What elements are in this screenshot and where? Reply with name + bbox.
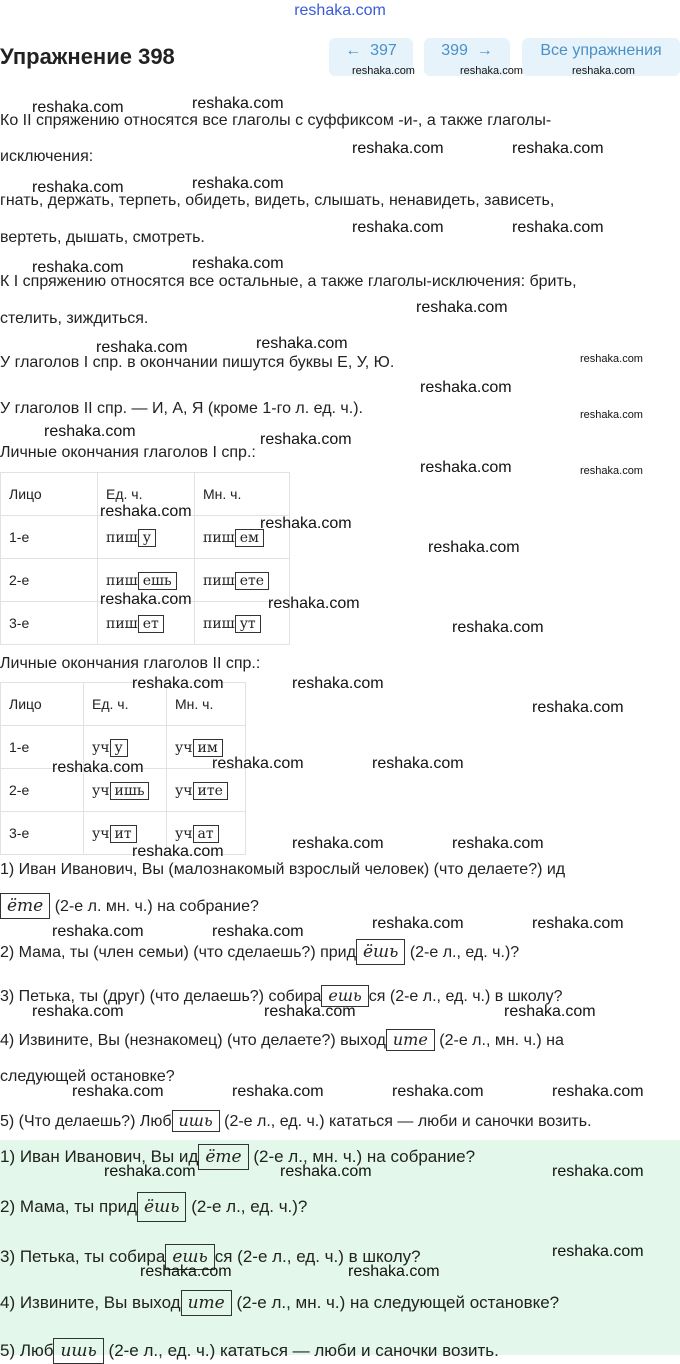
table-row: 2-е пиш ешь пиш ете xyxy=(1,559,290,602)
watermark: reshaka.com xyxy=(532,699,624,716)
table-header: Мн. ч. xyxy=(195,473,290,516)
watermark: reshaka.com xyxy=(132,675,224,692)
answer-box: ёте xyxy=(198,1144,248,1170)
watermark: reshaka.com xyxy=(100,591,192,608)
watermark: reshaka.com xyxy=(260,515,352,532)
rule-text: У глаголов II спр. — И, А, Я (кроме 1-го л. ед. ч.). xyxy=(0,400,363,417)
watermark: reshaka.com xyxy=(352,65,415,77)
watermark: reshaka.com xyxy=(260,431,352,448)
watermark: reshaka.com xyxy=(352,140,444,157)
answer-box: ешь xyxy=(321,985,368,1007)
answer-box: ешь xyxy=(165,1244,214,1270)
table-row: 1-е пиш у пиш ем xyxy=(1,516,290,559)
watermark: reshaka.com xyxy=(32,99,124,116)
watermark: reshaka.com xyxy=(532,915,624,932)
answer-box: ёшь xyxy=(137,1192,186,1222)
watermark: reshaka.com xyxy=(104,1163,196,1180)
watermark: reshaka.com xyxy=(348,1263,440,1280)
table-header: Лицо xyxy=(1,473,98,516)
table-row: 3-е пиш ет пиш ут xyxy=(1,602,290,645)
watermark: reshaka.com xyxy=(52,923,144,940)
watermark: reshaka.com xyxy=(96,339,188,356)
ending-box: у xyxy=(138,529,156,547)
answer-box: ишь xyxy=(172,1110,220,1132)
watermark: reshaka.com xyxy=(552,1163,644,1180)
table-header: Лицо xyxy=(1,683,84,726)
table-header: Мн. ч. xyxy=(167,683,246,726)
watermark: reshaka.com xyxy=(192,175,284,192)
answer-box: ёшь xyxy=(356,939,405,965)
watermark: reshaka.com xyxy=(44,423,136,440)
watermark: reshaka.com xyxy=(512,140,604,157)
answer-line: 2) Мама, ты прид ёшь (2-е л., ед. ч.)? xyxy=(0,1192,307,1222)
task-line: 5) (Что делаешь?) Люб ишь (2-е л., ед. ч.) кататься — люби и саночки возить. xyxy=(0,1111,592,1130)
arrow-left-icon: ← xyxy=(345,42,371,59)
rule-text: стелить, зиждиться. xyxy=(0,310,149,327)
site-header-link[interactable]: reshaka.com xyxy=(294,2,386,19)
watermark: reshaka.com xyxy=(100,503,192,520)
next-exercise-button[interactable]: 399 → xyxy=(424,38,510,76)
prev-exercise-button[interactable]: ← 397 xyxy=(329,38,413,76)
watermark: reshaka.com xyxy=(292,675,384,692)
page-title: Упражнение 398 xyxy=(0,44,175,69)
watermark: reshaka.com xyxy=(292,835,384,852)
ending-box: ите xyxy=(193,782,228,800)
all-exercises-button[interactable]: Все упражнения xyxy=(522,38,680,76)
table-header: Ед. ч. xyxy=(98,473,195,516)
answer-box: ишь xyxy=(53,1338,103,1364)
table-header: Ед. ч. xyxy=(84,683,167,726)
rule-text: вертеть, дышать, смотреть. xyxy=(0,229,205,246)
watermark: reshaka.com xyxy=(420,459,512,476)
rule-text: исключения: xyxy=(0,148,94,165)
watermark: reshaka.com xyxy=(580,409,643,421)
watermark: reshaka.com xyxy=(52,759,144,776)
watermark: reshaka.com xyxy=(212,755,304,772)
watermark: reshaka.com xyxy=(460,65,523,77)
watermark: reshaka.com xyxy=(392,1083,484,1100)
answer-line: 4) Извините, Вы выход ите (2-е л., мн. ч.) на следующей остановке? xyxy=(0,1290,559,1316)
watermark: reshaka.com xyxy=(580,465,643,477)
table-row: 1-е уч у уч им xyxy=(1,726,246,769)
watermark: reshaka.com xyxy=(192,255,284,272)
watermark: reshaka.com xyxy=(572,65,635,77)
ending-box: ешь xyxy=(138,572,177,590)
table-caption: Личные окончания глаголов I спр.: xyxy=(0,444,256,461)
watermark: reshaka.com xyxy=(452,619,544,636)
watermark: reshaka.com xyxy=(428,539,520,556)
watermark: reshaka.com xyxy=(372,755,464,772)
rule-text: Ко II спряжению относятся все глаголы с суффиксом -и-, а также глаголы- xyxy=(0,112,552,129)
rule-text: К I спряжению относятся все остальные, а также глаголы-исключения: брить, xyxy=(0,273,577,290)
watermark: reshaka.com xyxy=(452,835,544,852)
watermark: reshaka.com xyxy=(504,1003,596,1020)
task-line: ёте (2-е л. мн. ч.) на собрание? xyxy=(0,893,259,919)
watermark: reshaka.com xyxy=(552,1083,644,1100)
watermark: reshaka.com xyxy=(420,379,512,396)
watermark: reshaka.com xyxy=(264,1003,356,1020)
watermark: reshaka.com xyxy=(552,1243,644,1260)
watermark: reshaka.com xyxy=(372,915,464,932)
task-line: следующей остановке? xyxy=(0,1068,175,1085)
rule-text: гнать, держать, терпеть, обидеть, видеть, слышать, ненавидеть, зависеть, xyxy=(0,192,555,209)
table-row: 3-е уч ит уч ат xyxy=(1,812,246,855)
arrow-right-icon: → xyxy=(467,42,493,59)
watermark: reshaka.com xyxy=(72,1083,164,1100)
rule-text: У глаголов I спр. в окончании пишутся буквы Е, У, Ю. xyxy=(0,354,395,371)
task-line: 2) Мама, ты (член семьи) (что сделаешь?) прид ёшь (2-е л., ед. ч.)? xyxy=(0,939,519,965)
answer-box: ите xyxy=(386,1029,435,1051)
answer-line: 1) Иван Иванович, Вы ид ёте (2-е л., мн. ч.) на собрание? xyxy=(0,1144,475,1170)
task-line: 3) Петька, ты (друг) (что делаешь?) собира ешь ся (2-е л., ед. ч.) в школу? xyxy=(0,986,563,1005)
table-row: 2-е уч ишь уч ите xyxy=(1,769,246,812)
watermark: reshaka.com xyxy=(32,179,124,196)
endings-table-1 xyxy=(0,472,290,645)
watermark: reshaka.com xyxy=(280,1163,372,1180)
watermark: reshaka.com xyxy=(132,843,224,860)
watermark: reshaka.com xyxy=(352,219,444,236)
watermark: reshaka.com xyxy=(140,1263,232,1280)
ending-box: ете xyxy=(235,572,269,590)
answer-box: ите xyxy=(181,1290,232,1316)
watermark: reshaka.com xyxy=(256,335,348,352)
ending-box: ут xyxy=(235,615,261,633)
ending-box: ат xyxy=(193,825,219,843)
task-line: 1) Иван Иванович, Вы (малознакомый взрослый человек) (что делаете?) ид xyxy=(0,861,566,878)
ending-box: ишь xyxy=(110,782,150,800)
task-line: 4) Извините, Вы (незнакомец) (что делаете?) выход ите (2-е л., мн. ч.) на xyxy=(0,1030,564,1049)
ending-box: ет xyxy=(138,615,164,633)
table-caption: Личные окончания глаголов II спр.: xyxy=(0,655,261,672)
watermark: reshaka.com xyxy=(268,595,360,612)
watermark: reshaka.com xyxy=(232,1083,324,1100)
answer-line: 5) Люб ишь (2-е л., ед. ч.) кататься — люби и саночки возить. xyxy=(0,1338,499,1364)
watermark: reshaka.com xyxy=(580,353,643,365)
ending-box: у xyxy=(110,739,128,757)
watermark: reshaka.com xyxy=(32,1003,124,1020)
watermark: reshaka.com xyxy=(192,95,284,112)
ending-box: ит xyxy=(110,825,137,843)
watermark: reshaka.com xyxy=(32,259,124,276)
ending-box: им xyxy=(193,739,223,757)
watermark: reshaka.com xyxy=(416,299,508,316)
watermark: reshaka.com xyxy=(212,923,304,940)
watermark: reshaka.com xyxy=(512,219,604,236)
answer-box: ёте xyxy=(0,893,50,919)
ending-box: ем xyxy=(235,529,264,547)
answer-line: 3) Петька, ты собира ешь ся (2-е л., ед. ч.) в школу? xyxy=(0,1244,421,1270)
